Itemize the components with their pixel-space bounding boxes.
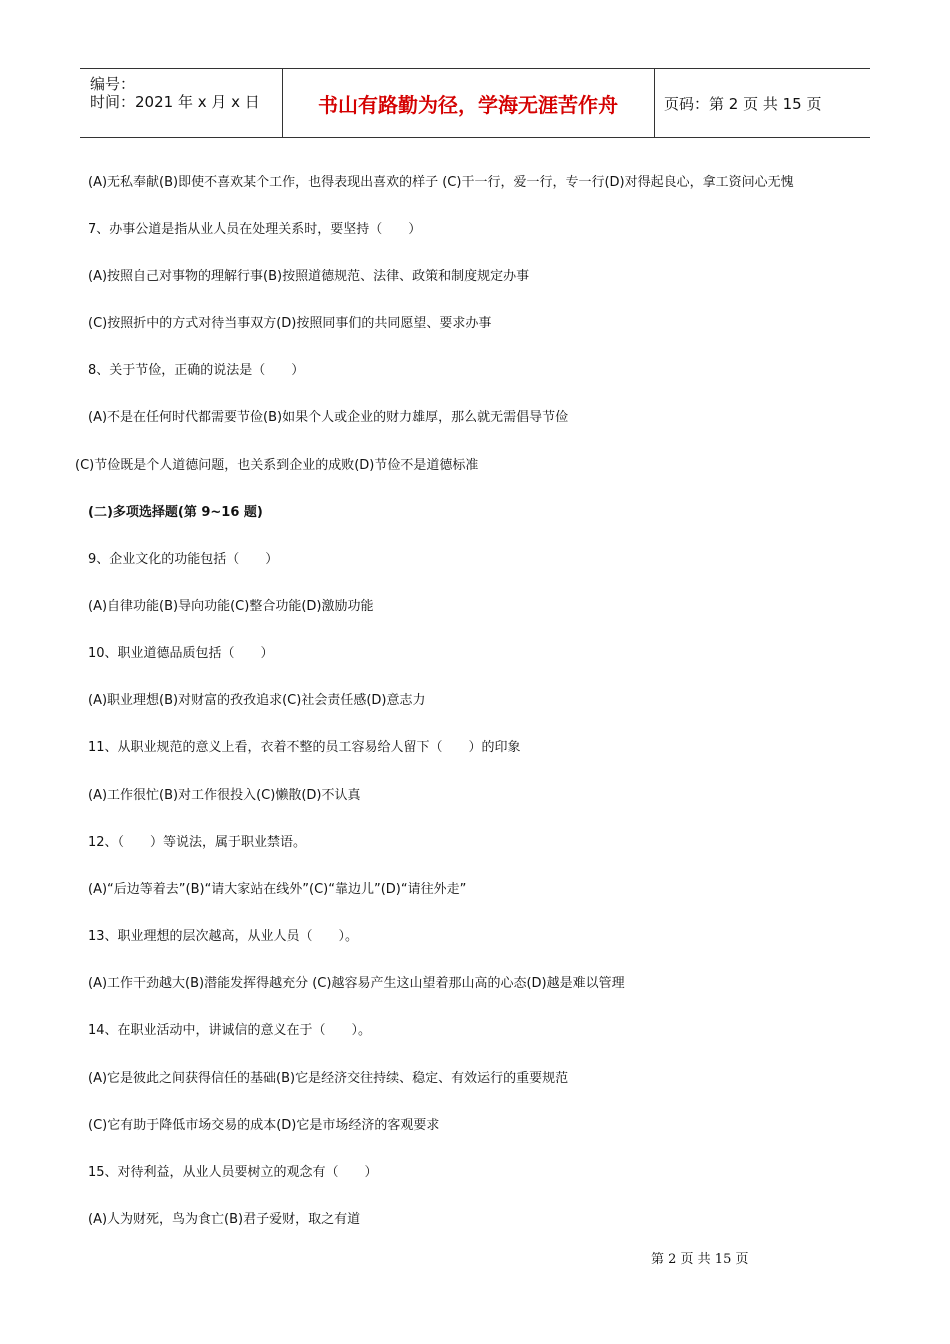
page-header bbox=[80, 68, 870, 138]
question-11-options: (A)工作很忙(B)对工作很投入(C)懒散(D)不认真 bbox=[88, 788, 361, 803]
page-footer: 第 2 页 共 15 页 bbox=[651, 1252, 749, 1267]
question-8-options-cd: (C)节俭既是个人道德问题，也关系到企业的成败(D)节俭不是道德标准 bbox=[75, 458, 479, 473]
question-11: 11、从职业规范的意义上看，衣着不整的员工容易给人留下（ ）的印象 bbox=[88, 740, 521, 755]
question-10: 10、职业道德品质包括（ ） bbox=[88, 646, 274, 661]
question-8-options-ab: (A)不是在任何时代都需要节俭(B)如果个人或企业的财力雄厚，那么就无需倡导节俭 bbox=[88, 410, 569, 425]
question-15-options: (A)人为财死，鸟为食亡(B)君子爱财，取之有道 bbox=[88, 1212, 361, 1227]
question-10-options: (A)职业理想(B)对财富的孜孜追求(C)社会责任感(D)意志力 bbox=[88, 693, 426, 708]
question-7-options-ab: (A)按照自己对事物的理解行事(B)按照道德规范、法律、政策和制度规定办事 bbox=[88, 269, 530, 284]
question-9-options: (A)自律功能(B)导向功能(C)整合功能(D)激励功能 bbox=[88, 599, 374, 614]
question-14-options-ab: (A)它是彼此之间获得信任的基础(B)它是经济交往持续、稳定、有效运行的重要规范 bbox=[88, 1071, 569, 1086]
question-14-options-cd: (C)它有助于降低市场交易的成本(D)它是市场经济的客观要求 bbox=[88, 1118, 440, 1133]
time-label: 时间：2021 年 x 月 x 日 bbox=[90, 93, 260, 111]
header-motto: 书山有路勤为径，学海无涯苦作舟 bbox=[318, 92, 618, 117]
question-8: 8、关于节俭，正确的说法是（ ） bbox=[88, 363, 305, 378]
question-6-options: (A)无私奉献(B)即使不喜欢某个工作，也得表现出喜欢的样子 (C)干一行，爱一行，专一行(D)对得起良心，拿工资问心无愧 bbox=[88, 175, 794, 190]
question-15: 15、对待利益，从业人员要树立的观念有（ ） bbox=[88, 1165, 378, 1180]
question-13: 13、职业理想的层次越高，从业人员（ ）。 bbox=[88, 929, 359, 944]
header-motto-cell bbox=[282, 69, 655, 137]
header-meta bbox=[80, 69, 283, 137]
question-12: 12、（ ）等说法，属于职业禁语。 bbox=[88, 835, 307, 850]
number-label: 编号： bbox=[90, 75, 136, 93]
question-12-options: (A)“后边等着去”(B)“请大家站在线外”(C)“靠边儿”(D)“请往外走” bbox=[88, 882, 467, 897]
question-9: 9、企业文化的功能包括（ ） bbox=[88, 552, 279, 567]
question-13-options: (A)工作干劲越大(B)潜能发挥得越充分 (C)越容易产生这山望着那山高的心态(D)越是难以管理 bbox=[88, 976, 625, 991]
question-7: 7、办事公道是指从业人员在处理关系时，要坚持（ ） bbox=[88, 222, 422, 237]
header-page-info: 页码：第 2 页 共 15 页 bbox=[664, 94, 822, 113]
question-14: 14、在职业活动中，讲诚信的意义在于（ ）。 bbox=[88, 1023, 372, 1038]
section-heading: (二)多项选择题(第 9~16 题) bbox=[88, 505, 263, 520]
question-7-options-cd: (C)按照折中的方式对待当事双方(D)按照同事们的共同愿望、要求办事 bbox=[88, 316, 492, 331]
